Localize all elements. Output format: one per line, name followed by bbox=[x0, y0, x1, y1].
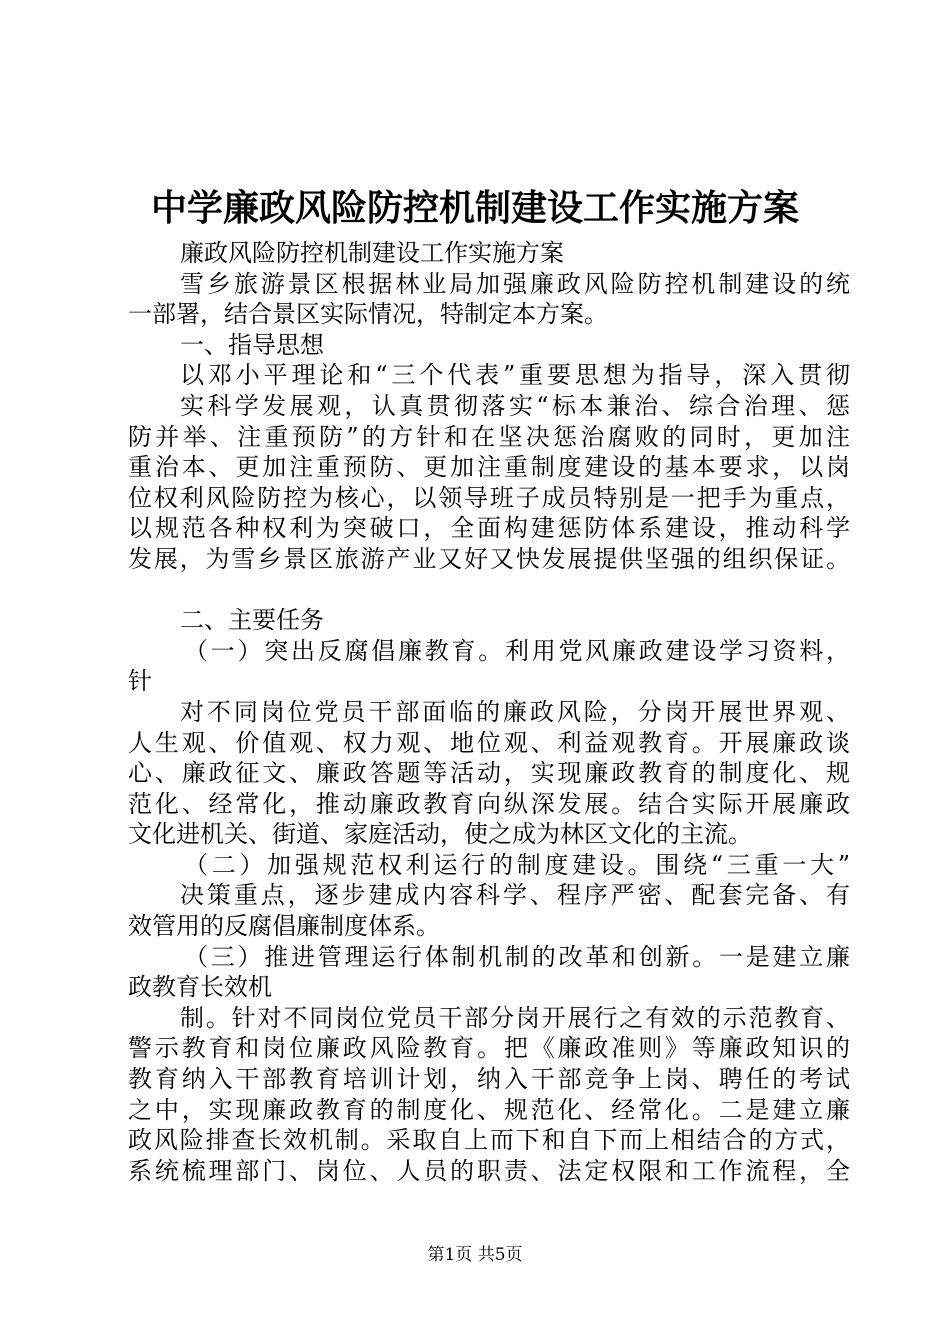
text-line: 以规范各种权利为突破口，全面构建惩防体系建设，推动科学 bbox=[128, 514, 850, 543]
text-line: 决策重点，逐步建成内容科学、程序严密、配套完备、有 bbox=[180, 881, 850, 910]
document-title: 中学廉政风险防控机制建设工作实施方案 bbox=[150, 187, 799, 229]
text-line: 防并举、注重预防”的方针和在坚决惩治腐败的同时，更加注 bbox=[128, 422, 850, 451]
text-line: 效管用的反腐倡廉制度体系。 bbox=[128, 912, 440, 941]
section-heading: 一、指导思想 bbox=[180, 330, 324, 359]
text-line: 对不同岗位党员干部面临的廉政风险，分岗开展世界观、 bbox=[180, 697, 850, 726]
text-line: 雪乡旅游景区根据林业局加强廉政风险防控机制建设的统 bbox=[180, 269, 850, 298]
text-line: 一部署，结合景区实际情况，特制定本方案。 bbox=[128, 300, 608, 329]
text-line: 系统梳理部门、岗位、人员的职责、法定权限和工作流程，全 bbox=[128, 1156, 850, 1185]
text-line: 发展，为雪乡景区旅游产业又好又快发展提供坚强的组织保证。 bbox=[128, 544, 850, 573]
text-line: 政风险排查长效机制。采取自上而下和自下而上相结合的方式， bbox=[128, 1126, 850, 1155]
text-line: 警示教育和岗位廉政风险教育。把《廉政准则》等廉政知识的 bbox=[128, 1034, 850, 1063]
text-line: 实科学发展观，认真贯彻落实“标本兼治、综合治理、惩 bbox=[180, 391, 850, 420]
document-body bbox=[128, 238, 850, 1186]
text-line: 位权利风险防控为核心，以领导班子成员特别是一把手为重点， bbox=[128, 483, 850, 512]
text-line: 政教育长效机 bbox=[128, 973, 272, 1002]
text-line: 以邓小平理论和“三个代表”重要思想为指导，深入贯彻 bbox=[180, 361, 850, 390]
text-line: 心、廉政征文、廉政答题等活动，实现廉政教育的制度化、规 bbox=[128, 759, 850, 788]
text-line: 之中，实现廉政教育的制度化、规范化、经常化。二是建立廉 bbox=[128, 1095, 850, 1124]
page-number: 第1页 共5页 bbox=[427, 1245, 523, 1265]
text-line: 重治本、更加注重预防、更加注重制度建设的基本要求，以岗 bbox=[128, 453, 850, 482]
text-line: 范化、经常化，推动廉政教育向纵深发展。结合实际开展廉政 bbox=[128, 789, 850, 818]
text-line: 文化进机关、街道、家庭活动，使之成为林区文化的主流。 bbox=[128, 820, 752, 849]
text-line: （二）加强规范权利运行的制度建设。围绕“三重一大” bbox=[184, 850, 850, 879]
text-line: 廉政风险防控机制建设工作实施方案 bbox=[180, 239, 564, 267]
blank-line bbox=[128, 575, 850, 606]
section-heading: 二、主要任务 bbox=[180, 606, 324, 635]
text-line: （三）推进管理运行体制机制的改革和创新。一是建立廉 bbox=[184, 942, 850, 971]
text-line: 针 bbox=[128, 667, 152, 696]
text-line: （一）突出反腐倡廉教育。利用党风廉政建设学习资料， bbox=[184, 636, 850, 665]
text-line: 人生观、价值观、权力观、地位观、利益观教育。开展廉政谈 bbox=[128, 728, 850, 757]
text-line: 制。针对不同岗位党员干部分岗开展行之有效的示范教育、 bbox=[180, 1003, 850, 1032]
text-line: 教育纳入干部教育培训计划，纳入干部竞争上岗、聘任的考试 bbox=[128, 1065, 850, 1094]
